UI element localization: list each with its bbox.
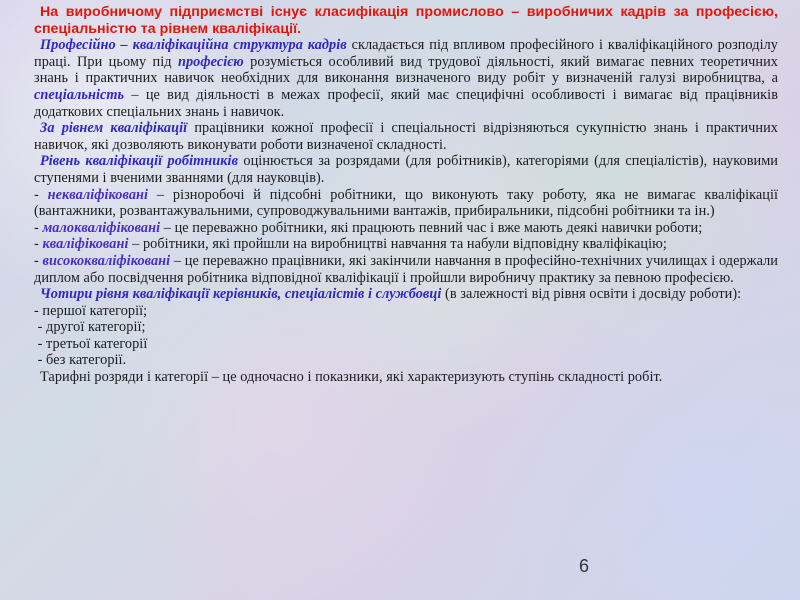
paragraph-worker-qualification: [34, 153, 778, 186]
slide-title: На виробничому підприємстві існує класифікація промислово – виробничих кадрів за професією, спеціальністю та рівнем кваліфікації.: [34, 4, 778, 37]
text: – робітники, які пройшли на виробництві навчання та набули відповідну кваліфікацію;: [128, 236, 667, 253]
term-skilled: кваліфіковані: [42, 236, 129, 253]
dash: -: [34, 236, 43, 253]
text: працівники кожної професії і спеціальності відрізняються сукупністю знань і практичних навичок, які дозволяють виконувати роботи визначеної складності.: [34, 120, 778, 153]
term-worker-qualification: Рівень кваліфікації робітників: [40, 153, 239, 170]
paragraph-structure: [34, 37, 778, 120]
text: – це переважно працівники, які закінчили навчання в професійно-технічних училищах і одержали диплом або посвідчення робітника відповідної кваліфікації і пройшли виробничу практику за певною професією.: [34, 252, 778, 286]
list-item-highly-skilled: [34, 253, 778, 286]
term-specialty: спеціальність: [34, 86, 125, 103]
paragraph-tariff: Тарифні розряди і категорії – це одночасно і показники, які характеризують ступінь складності робіт.: [40, 369, 663, 386]
text: – різноробочі й підсобні робітники, що виконують таку роботу, яка не вимагає кваліфікації (вантажники, розвантажувальними, супроводжувальними вантажів, прибиральники, підсобні робітники та ін.): [34, 186, 779, 220]
text: оцінюється за розрядами (для робітників), категоріями (для спеціалістів), науковими ступенями і вченими званнями (для науковців).: [34, 153, 779, 186]
term-low-skilled: малокваліфіковані: [42, 219, 161, 236]
term-unskilled: некваліфіковані: [47, 186, 149, 203]
dash: -: [34, 186, 48, 203]
term-by-qualification: За рівнем кваліфікації: [40, 120, 188, 137]
text: розуміється особливий вид трудової діяльності, який вимагає певних теоретичних знань і практичних навичок необхідних для виконання визначеного виду робіт у визначеній галузі виробництва, а: [34, 53, 778, 87]
paragraph-qualification-level: [34, 120, 778, 153]
slide-content: [34, 4, 778, 386]
term-prof-qual-structure: Професійно – кваліфікаційна структура кадрів: [40, 37, 347, 54]
list-item-skilled: [34, 236, 778, 253]
term-profession: професією: [177, 53, 244, 70]
list-item-unskilled: [34, 187, 778, 220]
text: складається під впливом професійного і кваліфікаційного розподілу праці. При цьому під: [34, 37, 778, 70]
category-item: - першої категорії;: [34, 302, 148, 319]
category-item: - третьої категорії: [34, 335, 148, 352]
paragraph-managers-levels: [34, 286, 778, 303]
category-item: - без категорії.: [34, 352, 127, 369]
category-item: - другої категорії;: [34, 319, 146, 336]
text: (в залежності від рівня освіти і досвіду роботи):: [441, 286, 742, 303]
term-highly-skilled: висококваліфіковані: [42, 252, 171, 269]
term-four-levels: Чотири рівня кваліфікації керівників, спеціалістів і службовці: [40, 286, 442, 303]
text: – це вид діяльності в межах професії, який має специфічні особливості і вимагає від працівників додаткових спеціальних знань і навичок.: [34, 86, 778, 120]
dash: -: [34, 219, 43, 236]
text: – це переважно робітники, які працюють певний час і вже мають деякі навички роботи;: [160, 219, 703, 236]
page-number: 6: [579, 556, 590, 576]
list-item-low-skilled: [34, 220, 778, 237]
dash: -: [34, 252, 43, 269]
